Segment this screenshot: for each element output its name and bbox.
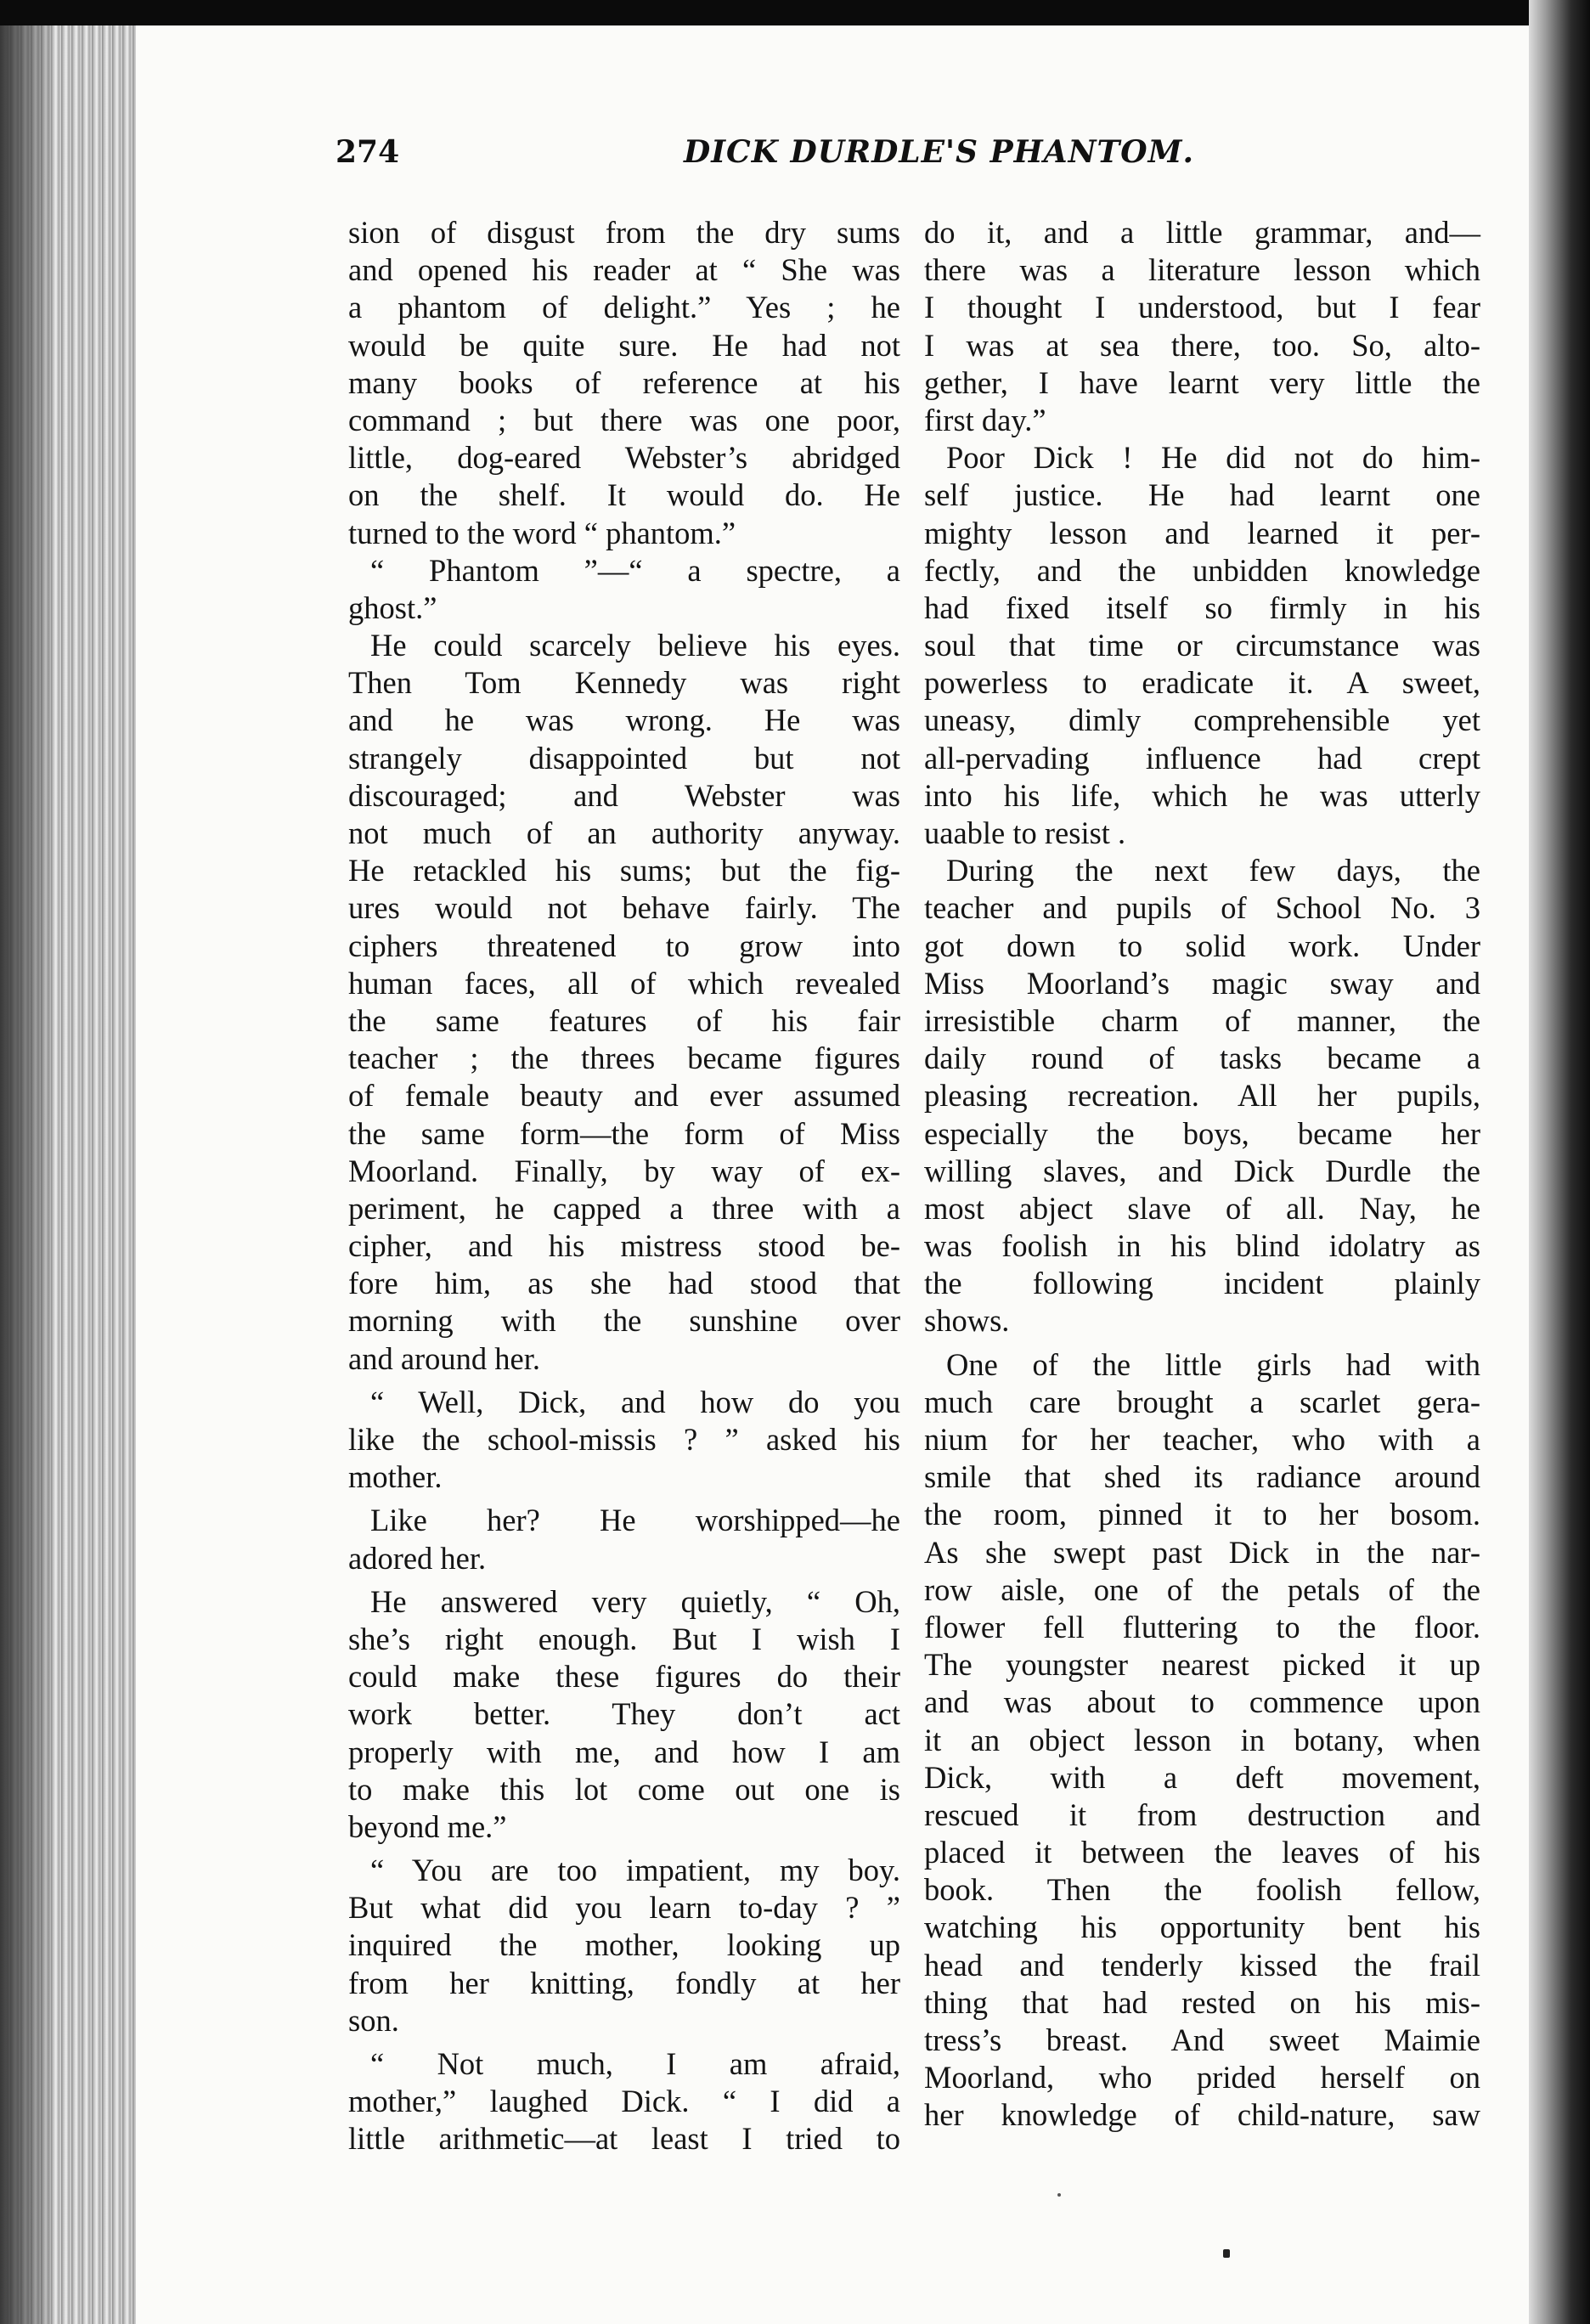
text-line: Miss Moorland’s magic sway and [924, 965, 1480, 1001]
text-line: smile that shed its radiance around [924, 1459, 1480, 1495]
text-line: During the next few days, the [946, 853, 1480, 888]
text-line: mother,” laughed Dick. “ I did a [348, 2084, 900, 2119]
text-line: “ You are too impatient, my boy. [370, 1853, 900, 1888]
text-line: she’s right enough. But I wish I [348, 1621, 900, 1656]
text-line: from her knitting, fondly at her [348, 1965, 900, 2000]
text-line: it an object lesson in botany, when [924, 1722, 1480, 1757]
right-text-column [924, 214, 1480, 2135]
text-line: watching his opportunity bent his [924, 1909, 1480, 1945]
text-line: into his life, which he was utterly [924, 777, 1480, 813]
text-line: He retackled his sums; but the fig- [348, 853, 900, 888]
text-line: strangely disappointed but not [348, 740, 900, 776]
text-line: her knowledge of child-nature, saw [924, 2097, 1480, 2133]
text-line: He could scarcely believe his eyes. [370, 628, 900, 663]
text-line: willing slaves, and Dick Durdle the [924, 1153, 1480, 1188]
ink-speck [1057, 2193, 1061, 2197]
text-line: Then Tom Kennedy was right [348, 665, 900, 701]
text-line: human faces, all of which revealed [348, 965, 900, 1001]
text-line: much care brought a scarlet gera- [924, 1384, 1480, 1419]
text-line: had fixed itself so firmly in his [924, 589, 1480, 625]
text-line: was foolish in his blind idolatry as [924, 1228, 1480, 1264]
text-line: uaable to resist . [924, 815, 1126, 850]
text-line: shows. [924, 1303, 1010, 1339]
text-line: But what did you learn to-day ? ” [348, 1890, 900, 1926]
text-line: fectly, and the unbidden knowledge [924, 552, 1480, 588]
text-line: mighty lesson and learned it per- [924, 515, 1480, 550]
page-number: 274 [335, 134, 400, 170]
text-line: soul that time or circumstance was [924, 628, 1480, 663]
text-line: One of the little girls had with [946, 1346, 1480, 1382]
text-line: first day.” [924, 402, 1046, 437]
text-line: got down to solid work. Under [924, 928, 1480, 963]
text-line: “ Well, Dick, and how do you [370, 1384, 900, 1419]
text-line: many books of reference at his [348, 364, 900, 400]
left-text-column [348, 214, 900, 2158]
text-line: rescued it from destruction and [924, 1797, 1480, 1832]
text-line: ures would not behave fairly. The [348, 890, 900, 926]
text-line: and he was wrong. He was [348, 702, 900, 738]
text-line: discouraged; and Webster was [348, 777, 900, 813]
text-line: all-pervading influence had crept [924, 740, 1480, 776]
text-line: pleasing recreation. All her pupils, [924, 1078, 1480, 1114]
text-line: and opened his reader at “ She was [348, 252, 900, 288]
text-line: do it, and a little grammar, and— [924, 215, 1480, 250]
text-line: daily round of tasks became a [924, 1041, 1480, 1076]
text-line: work better. They don’t act [348, 1696, 900, 1732]
binding-shadow [0, 25, 51, 2324]
text-line: little arithmetic—at least I tried to [348, 2121, 900, 2157]
text-line: nium for her teacher, who with a [924, 1422, 1480, 1457]
text-line: ghost.” [348, 589, 437, 625]
text-line: especially the boys, became her [924, 1115, 1480, 1151]
text-line: placed it between the leaves of his [924, 1835, 1480, 1870]
text-line: mother. [348, 1459, 443, 1495]
text-line: morning with the sunshine over [348, 1303, 900, 1339]
text-line: beyond me.” [348, 1808, 507, 1844]
text-line: irresistible charm of manner, the [924, 1002, 1480, 1038]
text-line: self justice. He had learnt one [924, 477, 1480, 513]
text-line: The youngster nearest picked it up [924, 1647, 1480, 1683]
text-line: gether, I have learnt very little the [924, 364, 1480, 400]
running-title: DICK DURDLE'S PHANTOM. [684, 134, 1195, 170]
text-line: the following incident plainly [924, 1266, 1480, 1301]
text-line: I thought I understood, but I fear [924, 290, 1480, 325]
text-line: “ Phantom ”—“ a spectre, a [370, 552, 900, 588]
text-line: adored her. [348, 1540, 487, 1576]
text-line: not much of an authority anyway. [348, 815, 900, 850]
text-line: inquired the mother, looking up [348, 1927, 900, 1963]
text-line: uneasy, dimly comprehensible yet [924, 702, 1480, 738]
text-line: there was a literature lesson which [924, 252, 1480, 288]
text-line: would be quite sure. He had not [348, 327, 900, 363]
text-line: like the school-missis ? ” asked his [348, 1422, 900, 1457]
text-line: I was at sea there, too. So, alto- [924, 327, 1480, 363]
ink-speck [1223, 2249, 1230, 2258]
text-line: could make these figures do their [348, 1659, 900, 1695]
text-line: tress’s breast. And sweet Maimie [924, 2022, 1480, 2057]
running-head [335, 134, 1465, 185]
text-line: “ Not much, I am afraid, [370, 2046, 900, 2081]
text-line: properly with me, and how I am [348, 1734, 900, 1769]
scan-right-border [1529, 0, 1590, 2324]
text-line: and was about to commence upon [924, 1684, 1480, 1720]
text-line: of female beauty and ever assumed [348, 1078, 900, 1114]
text-line: sion of disgust from the dry sums [348, 215, 900, 250]
text-line: thing that had rested on his mis- [924, 1984, 1480, 2020]
text-line: periment, he capped a three with a [348, 1190, 900, 1226]
text-line: powerless to eradicate it. A sweet, [924, 665, 1480, 701]
text-line: teacher and pupils of School No. 3 [924, 890, 1480, 926]
text-line: fore him, as she had stood that [348, 1266, 900, 1301]
text-line: little, dog-eared Webster’s abridged [348, 440, 900, 476]
text-line: book. Then the foolish fellow, [924, 1872, 1480, 1908]
text-line: ciphers threatened to grow into [348, 928, 900, 963]
text-line: command ; but there was one poor, [348, 402, 900, 437]
text-line: teacher ; the threes became figures [348, 1041, 900, 1076]
text-line: He answered very quietly, “ Oh, [370, 1583, 900, 1619]
text-line: and around her. [348, 1340, 541, 1376]
text-line: Moorland. Finally, by way of ex- [348, 1153, 900, 1188]
text-line: Moorland, who prided herself on [924, 2060, 1480, 2096]
text-line: on the shelf. It would do. He [348, 477, 900, 513]
text-line: row aisle, one of the petals of the [924, 1571, 1480, 1607]
text-line: the same form—the form of Miss [348, 1115, 900, 1151]
text-line: the same features of his fair [348, 1002, 900, 1038]
text-line: son. [348, 2002, 399, 2038]
text-line: the room, pinned it to her bosom. [924, 1497, 1480, 1532]
text-line: Poor Dick ! He did not do him- [946, 440, 1480, 476]
text-line: to make this lot come out one is [348, 1771, 900, 1807]
text-line: most abject slave of all. Nay, he [924, 1190, 1480, 1226]
text-line: turned to the word “ phantom.” [348, 515, 736, 550]
text-line: cipher, and his mistress stood be- [348, 1228, 900, 1264]
text-line: head and tenderly kissed the frail [924, 1947, 1480, 1983]
text-line: Dick, with a deft movement, [924, 1759, 1480, 1795]
text-line: Like her? He worshipped—he [370, 1503, 900, 1538]
text-line: flower fell fluttering to the floor. [924, 1609, 1480, 1644]
text-line: As she swept past Dick in the nar- [924, 1534, 1480, 1570]
text-line: a phantom of delight.” Yes ; he [348, 290, 900, 325]
